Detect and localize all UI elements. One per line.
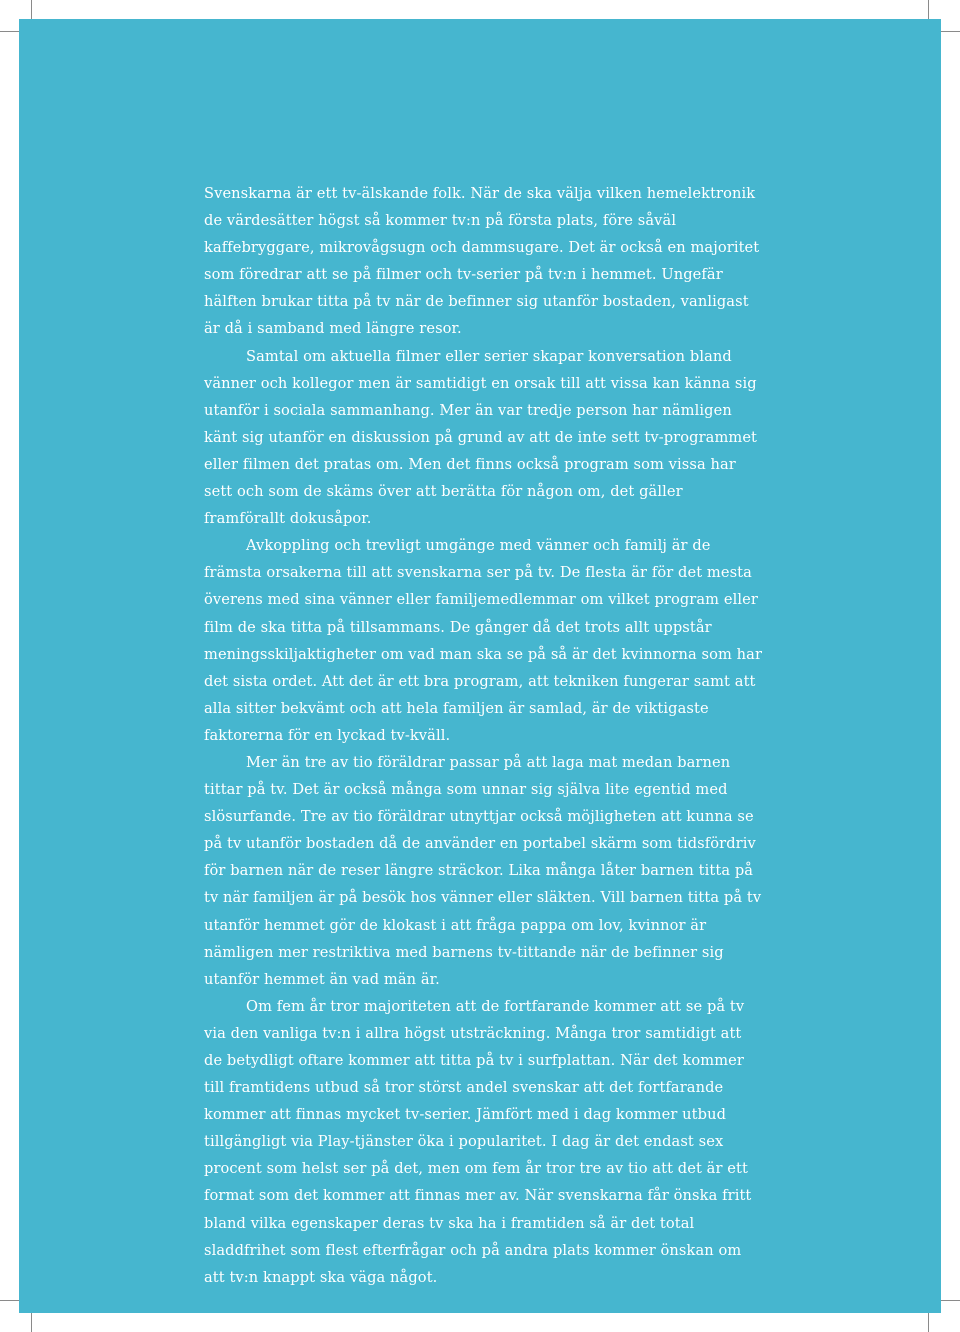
article-body	[204, 180, 764, 1291]
crop-mark-top-right	[928, 0, 929, 19]
crop-mark-bottom-left-horizontal	[0, 1300, 19, 1301]
paragraph-5: Om fem år tror majoriteten att de fortfarande kommer att se på tv via den vanliga tv:n i allra högst utsträckning. Många tror samtidigt att de betydligt oftare kommer att titta på tv i surfplattan. När det kommer till framtidens utbud så tror störst andel svenskar att det fortfarande kommer att finnas mycket tv-serier. Jämfört med i dag kommer utbud tillgängligt via Play-tjänster öka i popularitet. I dag är det endast sex procent som helst ser på det, men om fem år tror tre av tio att det är ett format som det kommer att finnas mer av. När svenskarna får önska fritt bland vilka egenskaper deras tv ska ha i framtiden så är det total sladdfrihet som flest efterfrågar och på andra plats kommer önskan om att tv:n knappt ska väga något.	[204, 997, 752, 1286]
paragraph-3: Avkoppling och trevligt umgänge med vänner och familj är de främsta orsakerna till att svenskarna ser på tv. De flesta är för det mesta överens med sina vänner eller familjemedlemmar om vilket program eller film de ska titta på tillsammans. De gånger då det trots allt uppstår meningsskiljaktigheter om vad man ska se på så är det kvinnorna som har det sista ordet. Att det är ett bra program, att tekniken fungerar samt att alla sitter bekvämt och att hela familjen är samlad, är de viktigaste faktorerna för en lyckad tv-kväll.	[204, 537, 763, 744]
crop-mark-bottom-right	[928, 1313, 929, 1332]
crop-mark-top-left-horizontal	[0, 31, 19, 32]
paragraph-4: Mer än tre av tio föräldrar passar på att laga mat medan barnen tittar på tv. Det är också många som unnar sig själva lite egentid med slösurfande. Tre av tio föräldrar utnyttjar också möjligheten att kunna se på tv utanför bostaden då de använder en portabel skärm som tidsfördriv för barnen när de reser längre sträckor. Lika många låter barnen titta på tv när familjen är på besök hos vänner eller släkten. Vill barnen titta på tv utanför hemmet gör de klokast i att fråga pappa om lov, kvinnor är nämligen mer restriktiva med barnens tv-tittande när de befinner sig utanför hemmet än vad män är.	[204, 753, 762, 988]
paragraph-2: Samtal om aktuella filmer eller serier skapar konversation bland vänner och kollegor men är samtidigt en orsak till att vissa kan känna sig utanför i sociala sammanhang. Mer än var tredje person har nämligen känt sig utanför en diskussion på grund av att de inte sett tv-programmet eller filmen det pratas om. Men det finns också program som vissa har sett och som de skäms över att berätta för någon om, det gäller framförallt dokusåpor.	[204, 347, 758, 528]
crop-mark-top-right-horizontal	[941, 31, 960, 32]
crop-mark-top-left	[31, 0, 32, 19]
crop-mark-bottom-right-horizontal	[941, 1300, 960, 1301]
paragraph-1: Svenskarna är ett tv-älskande folk. När de ska välja vilken hemelektronik de värdesätter högst så kommer tv:n på första plats, före såväl kaffebryggare, mikrovågsugn och dammsugare. Det är också en majoritet som föredrar att se på filmer och tv-serier på tv:n i hemmet. Ungefär hälften brukar titta på tv när de befinner sig utanför bostaden, vanligast är då i samband med längre resor.	[204, 185, 760, 338]
crop-mark-bottom-left	[31, 1313, 32, 1332]
